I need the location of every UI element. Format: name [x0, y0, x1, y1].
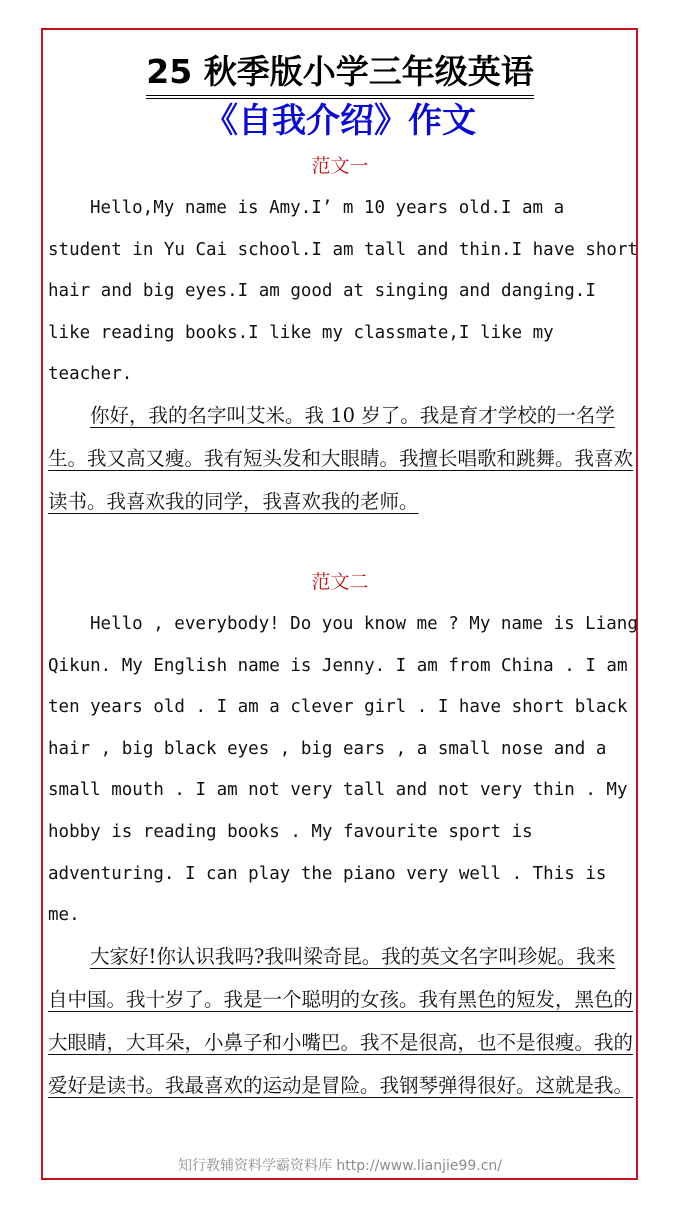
- essay-2-chinese-text: 大家好!你认识我吗?我叫梁奇昆。我的英文名字叫珍妮。我来自中国。我十岁了。我是一个聪明的女孩。我有黑色的短发，黑色的大眼睛，大耳朵，小鼻子和小嘴巴。我不是很高，也不是很瘦。我的爱好是读书。我最喜欢的运动是冒险。我钢琴弹得很好。这就是我。: [48, 945, 634, 1097]
- footer-watermark: 知行教辅资料学霸资料库 http://www.lianjie99.cn/: [177, 1158, 503, 1174]
- essay-1-chinese-text: 你好，我的名字叫艾米。我 10 岁了。我是育才学校的一名学生。我又高又瘦。我有短头发和大眼睛。我擅长唱歌和跳舞。我喜欢读书。我喜欢我的同学，我喜欢我的老师。: [48, 404, 634, 513]
- essay-2-chinese: [48, 935, 633, 1107]
- page-subtitle: 《自我介绍》作文: [204, 101, 476, 141]
- essay-1-english: Hello,My name is Amy.I’ m 10 years old.I am a student in Yu Cai school.I am tall and thin.I have short hair and big eyes.I am good at singing and danging.I like reading books.I like my classmate,I like my teacher.: [48, 198, 639, 385]
- essay-2-english: Hello , everybody! Do you know me ? My name is Liang Qikun. My English name is Jenny. I am from China . I am ten years old . I am a clever girl . I have short black hair , big black eyes , big ears , a small nose and a small mouth . I am not very tall and not very thin . My hobby is reading books . My favourite sport is adventuring. I can play the piano very well . This is me.: [48, 614, 638, 926]
- essay-1-chinese: [48, 394, 633, 523]
- essay-2-label: 范文二: [311, 571, 369, 593]
- page-title: [0, 50, 680, 99]
- essay-1-label: 范文一: [311, 155, 369, 177]
- page-title-text: 25 秋季版小学三年级英语: [146, 50, 533, 99]
